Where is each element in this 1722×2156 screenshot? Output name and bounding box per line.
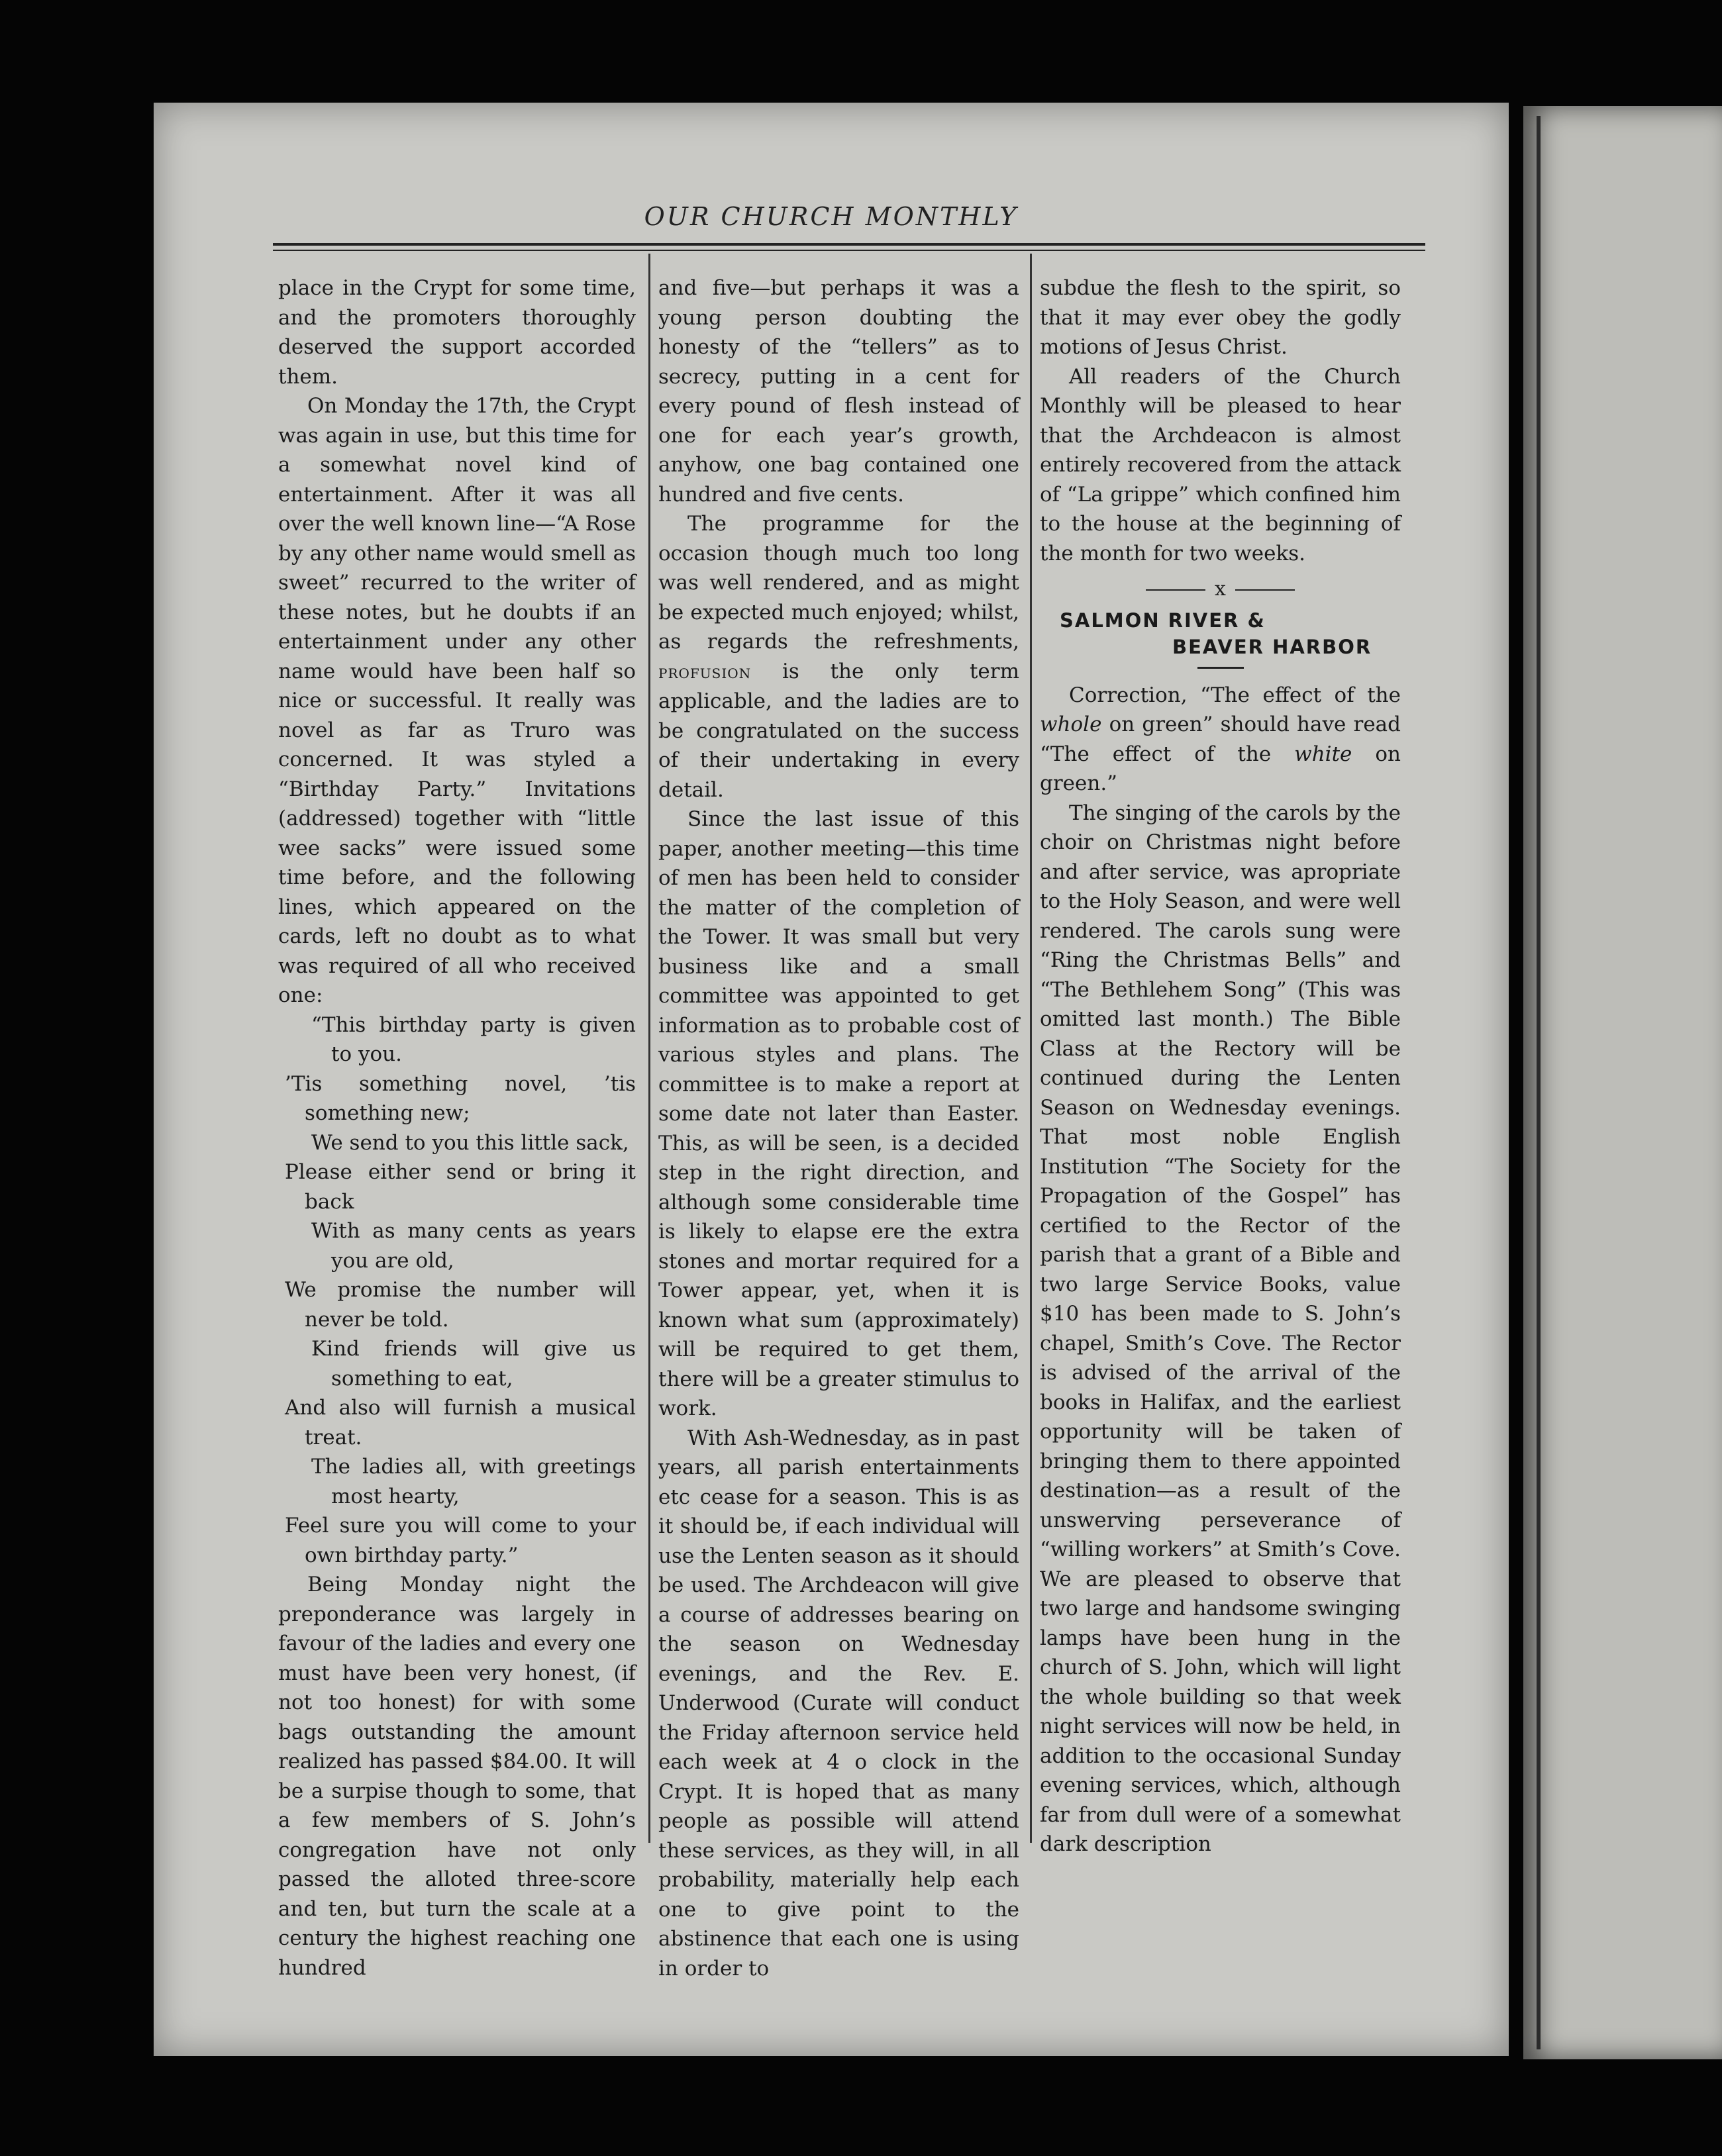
paragraph	[1040, 681, 1401, 799]
poem-line: ’Tis something novel, ’tis something new;	[285, 1071, 636, 1125]
paragraph: The singing of the carols by the choir on Christmas night before and after service, was apropriate to the Holy Season, and were well rendered. The carols sung were “Ring the Christmas Bells” and “The Bethlehem Song” (This was omitted last month.) The Bible Class at the Rectory will be continued during the Lenten Season on Wednesday evenings. That most noble English Institution “The Society for the Propagation of the Gospel” has certified to the Rector of the parish that a grant of a Bible and two large Service Books, value $10 has been made to S. John’s chapel, Smith’s Cove. The Rector is advised of the arrival of the books in Halifax, and the earliest opportunity will be taken of bringing them to there appointed destination—as a result of the unswerving perseverance of “willing workers” at Smith’s Cove. We are pleased to observe that two large and handsome swinging lamps have been hung in the church of S. John, which will light the whole building so that week night services will now be held, in addition to the occasional Sunday evening services, which, although far from dull were of a somewhat dark description	[1040, 801, 1401, 1856]
paragraph	[658, 509, 1019, 805]
column-divider-2	[1030, 254, 1032, 1843]
text-run: The programme for the occasion though much too long was well rendered, and as might be expected much enjoyed; whilst, as regards the refreshments,	[658, 512, 1019, 654]
separator-mark: x	[1215, 577, 1226, 601]
italic-word: whole	[1040, 712, 1102, 736]
section-heading-line-1: SALMON RIVER &	[1060, 609, 1266, 632]
separator-dash	[1146, 589, 1205, 591]
paragraph: Since the last issue of this paper, another meeting—this time of men has been held to consider the matter of the completion of the Tower. It was small but very business like and a small committee was appointed to get information as to probable cost of various styles and plans. The committee is to make a report at some date not later than Easter. This, as will be seen, is a decided step in the right direction, and although some considerable time is likely to elapse ere the extra stones and mortar required for a Tower appear, yet, when it is known what sum (approximately) will be required to get them, there will be a greater stimulus to work.	[658, 807, 1019, 1420]
small-caps-word: profusion	[658, 660, 752, 683]
section-heading-line-2: BEAVER HARBOR	[1172, 635, 1372, 658]
paragraph: With Ash-Wednesday, as in past years, all parish entertainments etc cease for a season. This is as it should be, if each individual will use the Lenten season as it should be used. The Archdeacon will give a course of addresses bearing on the season on Wednesday evenings, and the Rev. E. Underwood (Curate will conduct the Friday afternoon service held each week at 4 o clock in the Crypt. It is hoped that as many people as possible will attend these services, as they will, in all probability, materially help each one to give point to the abstinence that each one is using in order to	[658, 1426, 1019, 1981]
poem-line: We promise the number will never be told.	[285, 1278, 636, 1332]
poem-line: The ladies all, with greetings most hearty,	[311, 1455, 636, 1508]
poem-line: With as many cents as years you are old,	[311, 1219, 636, 1273]
text-run: on green” should have read “The effect of the	[1040, 712, 1401, 766]
column-1	[278, 273, 636, 1983]
poem-line: And also will furnish a musical treat.	[285, 1396, 636, 1449]
poem-line: “This birthday party is given to you.	[311, 1012, 636, 1066]
header-rule-thin	[273, 250, 1425, 251]
paragraph: On Monday the 17th, the Crypt was again in use, but this time for a somewhat novel kind of entertainment. After it was all over the well known line—“A Rose by any other name would smell as sweet” recurred to the writer of these notes, but he doubts if an entertainment under any other name would have been half so nice or successful. It really was novel as far as Truro was concerned. It was styled a “Birthday Party.” Invitations (addressed) together with “little wee sacks” were issued some time before, and the following lines, which appeared on the cards, left no doubt as to what was required of all who received one:	[278, 394, 636, 1007]
text-run: on green.”	[1040, 742, 1401, 795]
column-3	[1040, 273, 1401, 1859]
page-header-title: OUR CHURCH MONTHLY	[644, 202, 1019, 231]
text-run: is the only term applicable, and the ladies are to be congratulated on the success of their undertaking in every detail.	[658, 659, 1019, 802]
text-run: Correction, “The effect of the	[1069, 683, 1401, 707]
paragraph: place in the Crypt for some time, and the promoters thoroughly deserved the support accorded them.	[278, 276, 636, 389]
paragraph: subdue the flesh to the spirit, so that it may ever obey the godly motions of Jesus Christ.	[1040, 276, 1401, 359]
separator-dash	[1235, 589, 1295, 591]
section-heading	[1040, 607, 1401, 660]
poem-line: Kind friends will give us something to eat,	[311, 1337, 636, 1391]
italic-word: white	[1294, 742, 1352, 766]
heading-rule	[1197, 667, 1244, 669]
section-separator	[1040, 575, 1401, 605]
header-rule	[273, 243, 1425, 246]
paragraph: and five—but perhaps it was a young person doubting the honesty of the “tellers” as to secrecy, putting in a cent for every pound of flesh instead of one for each year’s growth, anyhow, one bag contained one hundred and five cents.	[658, 276, 1019, 507]
paragraph: Being Monday night the preponderance was largely in favour of the ladies and every one must have been very honest, (if not too honest) for with some bags outstanding the amount realized has passed $84.00. It will be a surpise though to some, that a few members of S. John’s congregation have not only passed the alloted three-score and ten, but turn the scale at a century the highest reaching one hundred	[278, 1573, 636, 1980]
poem-line: We send to you this little sack,	[311, 1130, 629, 1155]
poem-line: Please either send or bring it back	[285, 1160, 636, 1214]
column-divider-1	[648, 254, 650, 1843]
paragraph: All readers of the Church Monthly will be pleased to hear that the Archdeacon is almost entirely recovered from the attack of “La grippe” which confined him to the house at the beginning of the month for two weeks.	[1040, 364, 1401, 565]
adjacent-page-border	[1537, 116, 1713, 2049]
document-page	[154, 103, 1509, 2056]
column-2	[658, 273, 1019, 1983]
birthday-poem	[278, 1010, 636, 1571]
poem-line: Feel sure you will come to your own birthday party.”	[285, 1514, 636, 1567]
